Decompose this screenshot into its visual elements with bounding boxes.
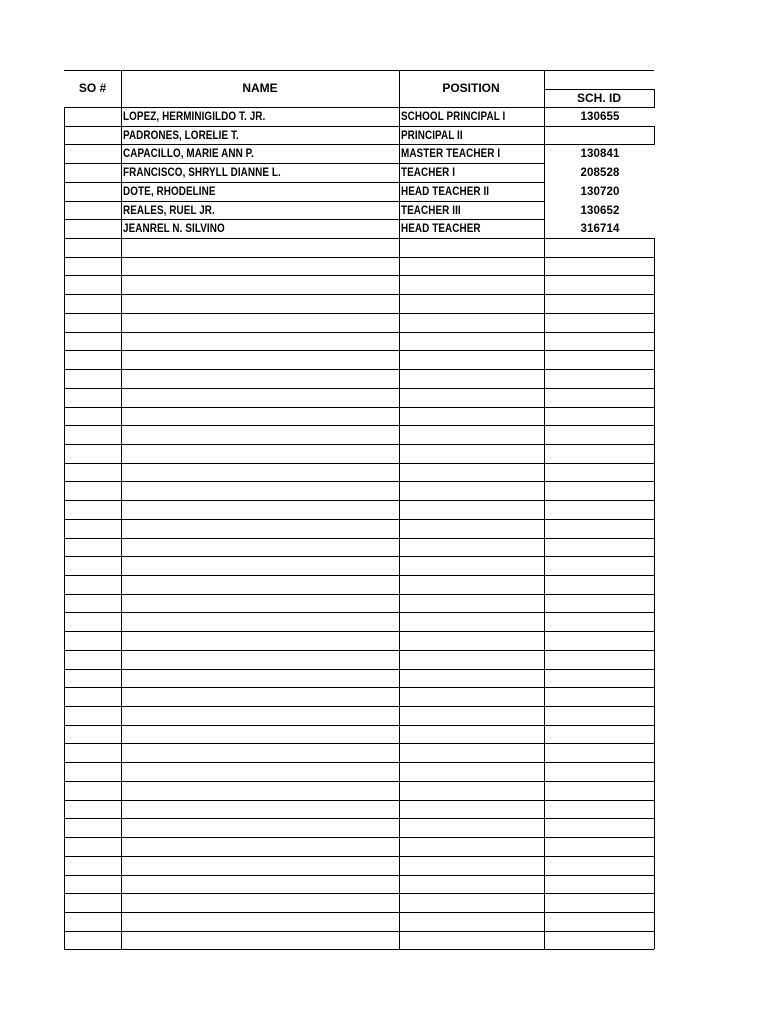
row-divider [64,575,654,576]
sch-id-header-box [544,89,655,108]
row-divider [64,837,654,838]
sch-id-cell: 130720 [580,185,620,198]
sch-id-cell [545,127,655,145]
position-cell: TEACHER I [401,166,456,179]
position-cell: PRINCIPAL II [401,129,463,142]
table-left-border [64,107,65,949]
sch-id-cell: 130655 [580,110,620,123]
header-sch-id: SCH. ID [576,91,621,105]
row-divider [64,893,654,894]
row-divider [64,669,654,670]
row-divider [64,781,654,782]
row-divider [64,369,654,370]
row-divider [64,687,654,688]
header-name: NAME [242,81,278,95]
name-cell: FRANCISCO, SHRYLL DIANNE L. [123,166,281,179]
name-cell: DOTE, RHODELINE [123,185,216,198]
row-divider [64,706,654,707]
so-number-cell [66,220,112,238]
row-divider [64,538,654,539]
row-divider [64,425,654,426]
row-divider [64,762,654,763]
row-divider [64,238,654,239]
row-divider [64,556,654,557]
sch-id-cell: 208528 [580,166,620,179]
row-divider [64,818,654,819]
header-position: POSITION [442,81,500,95]
row-divider [64,275,654,276]
row-divider [64,875,654,876]
row-divider [64,294,654,295]
row-divider [64,594,654,595]
position-cell: HEAD TEACHER II [401,185,490,198]
table-top-border [64,70,654,71]
row-divider [64,912,654,913]
name-cell: LOPEZ, HERMINIGILDO T. JR. [123,110,266,123]
sch-id-cell: 130841 [580,147,620,160]
row-divider [64,856,654,857]
row-divider [64,407,654,408]
name-cell: JEANREL N. SILVINO [123,222,225,235]
row-divider [64,931,654,932]
row-divider [64,332,654,333]
so-number-cell [66,145,112,163]
sch-id-cell: 316714 [580,222,620,235]
so-number-cell [66,127,112,145]
row-divider [64,350,654,351]
position-cell: TEACHER III [401,204,461,217]
row-divider [64,725,654,726]
row-divider [64,463,654,464]
position-cell: HEAD TEACHER [401,222,481,235]
row-divider [64,743,654,744]
so-number-cell [66,164,112,182]
row-divider [64,481,654,482]
row-divider [64,313,654,314]
row-divider [64,519,654,520]
position-cell: MASTER TEACHER I [401,147,501,160]
row-divider [64,800,654,801]
row-divider [64,388,654,389]
name-cell: PADRONES, LORELIE T. [123,129,239,142]
row-divider [64,650,654,651]
row-divider [64,257,654,258]
so-number-cell [66,108,112,126]
name-cell: REALES, RUEL JR. [123,204,215,217]
row-divider [64,500,654,501]
sch-id-cell: 130652 [580,204,620,217]
row-divider [64,949,654,950]
so-number-cell [66,202,112,220]
row-divider [64,631,654,632]
position-cell: SCHOOL PRINCIPAL I [401,110,506,123]
row-divider [64,612,654,613]
table-right-border [654,238,655,949]
header-so: SO # [78,81,107,95]
so-number-cell [66,183,112,201]
row-divider [64,444,654,445]
name-cell: CAPACILLO, MARIE ANN P. [123,147,254,160]
